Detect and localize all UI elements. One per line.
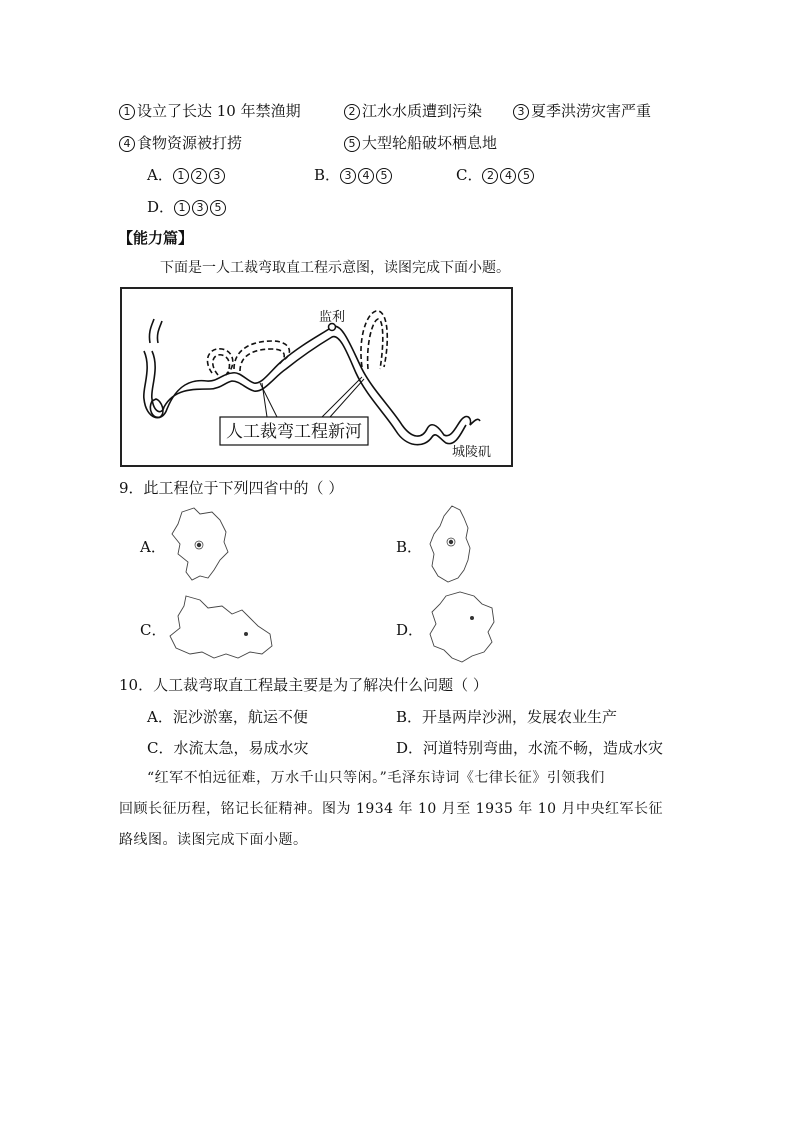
province-outline-c — [170, 596, 272, 658]
choice-d-label: D． — [147, 198, 175, 216]
q9-option-c-map[interactable] — [166, 592, 276, 664]
choice-d-num-1: 1 — [174, 200, 190, 216]
q9-stem: 9．此工程位于下列四省中的（ ） — [119, 479, 344, 497]
q9-option-d-label[interactable]: D． — [396, 621, 424, 639]
option-item-2 — [344, 101, 482, 121]
option-item-5-text: 大型轮船破坏栖息地 — [362, 134, 498, 152]
option-item-3-text: 夏季洪涝灾害严重 — [531, 102, 652, 120]
old-meander-3b — [368, 319, 383, 369]
option-item-2-text: 江水水质遭到污染 — [362, 102, 483, 120]
choice-b-num-2: 4 — [358, 168, 374, 184]
choice-a-num-3: 3 — [209, 168, 225, 184]
choice-a-num-2: 2 — [191, 168, 207, 184]
choice-b-num-1: 3 — [340, 168, 356, 184]
choice-b-label: B． — [314, 166, 341, 184]
choice-a[interactable] — [147, 165, 227, 185]
intro2-line-3: 路线图。读图完成下面小题。 — [119, 832, 308, 848]
option-item-4 — [119, 133, 242, 153]
river-right-end — [462, 417, 480, 425]
option-item-5 — [344, 133, 497, 153]
pointer-line-4 — [330, 379, 364, 417]
circled-number-3: 3 — [513, 104, 529, 120]
choice-d-num-3: 5 — [210, 200, 226, 216]
pointer-line-3 — [322, 377, 362, 417]
option-item-1 — [119, 101, 301, 121]
choice-c-label: C． — [456, 166, 483, 184]
intro2-line-1: “红军不怕远征难，万水千山只等闲。”毛泽东诗词《七律长征》引领我们 — [147, 770, 605, 786]
capital-dot-a — [197, 543, 201, 547]
label-jianli: 监利 — [319, 310, 346, 325]
q9-option-a-label[interactable]: A． — [140, 538, 166, 556]
q10-stem: 10．人工裁弯取直工程最主要是为了解决什么问题（ ） — [119, 676, 488, 694]
choice-a-num-1: 1 — [173, 168, 189, 184]
q9-option-d-map[interactable] — [426, 590, 498, 664]
choice-c-num-1: 2 — [482, 168, 498, 184]
old-meander-2b — [240, 349, 284, 371]
choice-d-num-2: 3 — [192, 200, 208, 216]
q10-option-a[interactable]: A．泥沙淤塞，航运不便 — [147, 708, 308, 726]
old-meander-1b — [213, 355, 230, 375]
q10-option-b[interactable]: B．开垦两岸沙洲，发展农业生产 — [396, 708, 618, 726]
section-title: 【能力篇】 — [118, 229, 194, 247]
q10-option-d[interactable]: D．河道特别弯曲，水流不畅，造成水灾 — [396, 739, 664, 757]
old-meander-2 — [234, 341, 289, 369]
meander-cutoff-figure — [120, 287, 513, 467]
choice-b-num-3: 5 — [376, 168, 392, 184]
circled-number-1: 1 — [119, 104, 135, 120]
circled-number-4: 4 — [119, 136, 135, 152]
circled-number-2: 2 — [344, 104, 360, 120]
capital-dot-b — [449, 540, 453, 544]
choice-c-num-2: 4 — [500, 168, 516, 184]
option-item-4-text: 食物资源被打捞 — [137, 134, 243, 152]
option-item-1-text: 设立了长达 10 年禁渔期 — [137, 102, 301, 120]
q9-option-c-label[interactable]: C． — [140, 621, 167, 639]
label-box-text: 人工裁弯工程新河 — [226, 422, 362, 442]
q9-option-b-map[interactable] — [424, 504, 476, 584]
capital-dot-d — [470, 616, 474, 620]
province-outline-b — [430, 506, 470, 582]
intro2-line-2: 回顾长征历程，铭记长征精神。图为 1934 年 10 月至 1935 年 10 月中央红军长征 — [119, 801, 663, 817]
choice-b[interactable] — [314, 165, 394, 185]
choice-c-num-3: 5 — [518, 168, 534, 184]
pointer-line-2 — [260, 383, 277, 417]
q10-option-c[interactable]: C．水流太急，易成水灾 — [147, 739, 309, 757]
tributary-left — [149, 319, 162, 343]
choice-a-label: A． — [147, 166, 173, 184]
choice-c[interactable] — [456, 165, 536, 185]
choice-d[interactable] — [147, 197, 228, 217]
label-chenglingji: 城陵矶 — [452, 445, 492, 460]
capital-dot-c — [244, 632, 248, 636]
province-outline-d — [430, 592, 494, 662]
river-diagram — [122, 289, 511, 465]
intro-text: 下面是一人工裁弯取直工程示意图，读图完成下面小题。 — [160, 260, 510, 276]
circled-number-5: 5 — [344, 136, 360, 152]
q9-option-b-label[interactable]: B． — [396, 538, 423, 556]
option-item-3 — [513, 101, 651, 121]
lake-left — [150, 399, 163, 417]
q9-option-a-map[interactable] — [168, 506, 232, 582]
